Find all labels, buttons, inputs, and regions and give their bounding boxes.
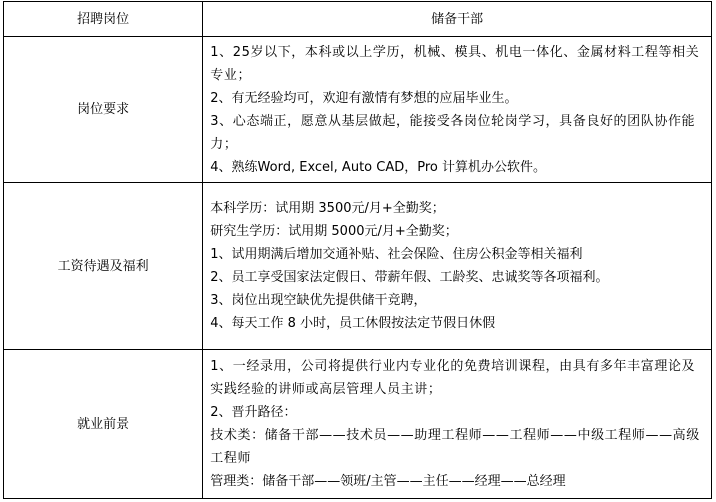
salary-item: 4、每天工作 8 小时，员工休假按法定节假日休假 [210, 316, 496, 331]
career-item: 1、一经录用，公司将提供行业内专业化的免费培训课程，由具有多年丰富理论及实践经验的讲师或高层管理人员主讲； [210, 359, 696, 397]
career-item: 技术类：储备干部——技术员——助理工程师——工程师——中级工程师——高级工程师 [210, 428, 700, 466]
salary-item: 2、员工享受国家法定假日、带薪年假、工龄奖、忠诚奖等各项福利。 [210, 270, 609, 285]
requirements-label: 岗位要求 [4, 37, 203, 183]
salary-item: 研究生学历：试用期 5000元/月+全勤奖； [210, 224, 458, 239]
career-item: 2、晋升路径： [210, 405, 297, 420]
salary-label: 工资待遇及福利 [4, 183, 203, 350]
requirement-item: 4、熟练Word, Excel, Auto CAD，Pro 计算机办公软件。 [210, 159, 546, 175]
salary-item: 本科学历：试用期 3500元/月+全勤奖； [210, 201, 445, 216]
header-row [4, 2, 712, 37]
requirement-item: 3、心态端正，愿意从基层做起，能接受各岗位轮岗学习，具备良好的团队协作能力； [210, 113, 696, 152]
requirements-content [203, 37, 712, 183]
requirement-item: 2、有无经验均可，欢迎有激情有梦想的应届毕业生。 [210, 90, 518, 106]
salary-row [4, 183, 712, 350]
recruitment-table [3, 1, 712, 499]
requirements-row [4, 37, 712, 183]
career-label: 就业前景 [4, 350, 203, 499]
requirement-item: 1、25岁以下，本科或以上学历，机械、模具、机电一体化、金属材料工程等相关专业； [210, 44, 700, 83]
salary-item: 1、试用期满后增加交通补贴、社会保险、住房公积金等相关福利 [210, 247, 583, 262]
salary-content [203, 183, 712, 350]
career-item: 管理类：储备干部——领班/主管——主任——经理——总经理 [210, 474, 566, 489]
career-row [4, 350, 712, 499]
header-position-cell: 储备干部 [203, 2, 712, 37]
salary-item: 3、岗位出现空缺优先提供储干竞聘， [210, 293, 427, 308]
career-content [203, 350, 712, 499]
header-label-cell: 招聘岗位 [4, 2, 203, 37]
